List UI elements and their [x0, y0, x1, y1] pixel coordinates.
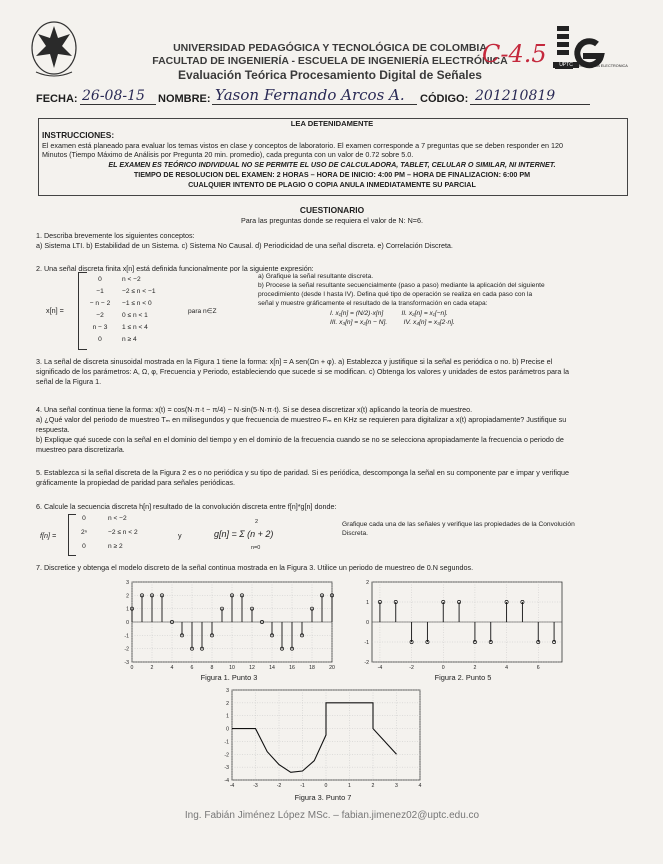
q6-y: y [178, 531, 182, 540]
q2-steps2: III. x₃[n] = x₂[n − N]. IV. x₄[n] = x₃[2·n]. [330, 319, 455, 326]
x-tick-label: -2 [409, 665, 414, 671]
x-tick-label: 1 [348, 783, 351, 789]
q6-note2: Discreta. [342, 530, 369, 537]
y-tick-label: 3 [126, 580, 129, 586]
x-tick-label: -2 [276, 783, 282, 789]
y-tick-label: -1 [124, 633, 129, 640]
x-tick-label: 2 [371, 783, 375, 789]
x-tick-label: 0 [130, 665, 134, 671]
q2-lhs: x[n] = [46, 306, 64, 315]
footer-text: Ing. Fabián Jiménez López MSc. – fabian.jimenez02@uptc.edu.co [184, 810, 480, 821]
y-tick-label: -3 [224, 765, 229, 772]
x-tick-label: 20 [329, 665, 335, 671]
y-tick-label: -1 [364, 640, 369, 646]
lea-detenidamente: LEA DETENIDAMENTE [290, 119, 374, 128]
q2-b3: señal y muestre gráficamente el resultado de la transformación en cada etapa: [258, 300, 488, 307]
question-2: 2. Una señal discreta finita x[n] está definida funcionalmente por la siguiente expresión: [36, 264, 314, 273]
y-tick-label: 0 [126, 620, 129, 626]
figure-1-chart [118, 578, 340, 674]
codigo-value: 201210819 [475, 88, 556, 104]
y-tick-label: -3 [124, 660, 129, 666]
y-tick-label: 1 [126, 606, 129, 613]
y-tick-label: 1 [226, 713, 229, 720]
instructions-line4: TIEMPO DE RESOLUCION DEL EXAMEN: 2 HORAS – HORA DE INICIO: 4:00 PM – HORA DE FINALIZACION: 6:00 PM [133, 170, 531, 179]
fecha-label: FECHA: [36, 93, 78, 105]
question-4-line3: respuesta. [36, 425, 70, 434]
x-tick-label: 3 [395, 783, 398, 789]
x-tick-label: 14 [269, 665, 275, 671]
fecha-value: 26-08-15 [82, 88, 145, 104]
x-tick-label: 4 [505, 665, 509, 671]
x-tick-label: -3 [253, 783, 258, 789]
codigo-label: CÓDIGO: [420, 93, 469, 105]
question-6: 6. Calcule la secuencia discreta h[n] resultado de la convolución discreta entre f[n]*g[n] donde: [36, 502, 337, 511]
y-tick-label: 2 [366, 580, 369, 586]
q6-g-bot: n=0 [251, 545, 261, 551]
question-5-line1: 5. Establezca si la señal discreta de la Figura 2 es o no periódica y su tipo de paridad. Si es periódica, descomponga la señal en su componente par e impar y verifique [36, 468, 569, 477]
question-4-line1: 4. Una señal continua tiene la forma: x(t) = cos(N·π·t − π/4) − N·sin(5·N·π·t). Si se desea discretizar x(t) aplicando la teoría de muestreo. [36, 405, 473, 414]
x-tick-label: 6 [536, 665, 540, 671]
y-tick-label: -4 [224, 778, 229, 784]
series-line [232, 703, 397, 772]
x-tick-label: 0 [441, 665, 445, 671]
q2-b2: procedimiento (desde I hasta IV). Defina qué tipo de operación se realiza en cada paso con la [258, 291, 533, 298]
cuestionario-subtitle: Para las preguntas donde se requiera el valor de N: N=6. [241, 216, 423, 225]
q2-steps1: I. x₁[n] = (N/2)·x[n] II. x₂[n] = x₁[−n]. [330, 310, 448, 317]
question-3-line1: 3. La señal de discreta sinusoidal mostrada en la Figura 1 tiene la forma: x[n] = A sen(Ωn + φ). a) Establezca y justifique si la señal es periódica o no. b) Precise el [36, 357, 553, 366]
x-tick-label: 4 [418, 783, 422, 789]
y-tick-label: -2 [224, 752, 229, 759]
question-4-line5: muestreo para discretizarla. [36, 445, 125, 454]
instructions-line1: El examen está planeado para evaluar los temas vistos en clase y conceptos de laboratorio. El examen corresponde a 7 preguntas que se deben responder en 120 [42, 141, 564, 150]
q2-a: a) Grafique la señal resultante discreta. [258, 273, 374, 280]
q2-para: para n∈Z [188, 308, 217, 315]
figure-3-chart [218, 686, 428, 792]
x-tick-label: 6 [190, 665, 194, 671]
cuestionario-title: CUESTIONARIO [299, 205, 365, 215]
q2-b1: b) Procese la señal resultante secuencialmente (paso a paso) mediante la aplicación del siguiente [258, 282, 545, 289]
y-tick-label: -2 [124, 646, 129, 653]
y-tick-label: 0 [366, 620, 369, 626]
instructions-line5: CUALQUIER INTENTO DE PLAGIO O COPIA ANULA INMEDIATAMENTE SU PARCIAL [188, 180, 476, 189]
y-tick-label: 0 [226, 726, 229, 733]
x-tick-label: 16 [289, 665, 295, 671]
faculty-name: FACULTAD DE INGENIERÍA - ESCUELA DE INGENIERÍA ELECTRÓNICA [152, 55, 508, 67]
x-tick-label: -4 [377, 665, 383, 671]
question-3-line2: significado de los parámetros: A, Ω, φ, Frecuencia y Periodo, estableciendo que sucede si se modifican. c) Obtenga los valores y unidades de estos parámetros para la [36, 367, 570, 376]
x-tick-label: 2 [473, 665, 477, 671]
x-tick-label: 12 [249, 665, 255, 671]
uptc-electronica-logo [553, 22, 613, 80]
exam-title: Evaluación Teórica Procesamiento Digital de Señales [178, 68, 482, 82]
figure-2-caption: Figura 2. Punto 5 [434, 673, 492, 682]
x-tick-label: 8 [210, 665, 214, 671]
grade-mark: C-4.5 [482, 40, 547, 68]
question-1-items: a) Sistema LTI. b) Estabilidad de un Sistema. c) Sistema No Causal. d) Periodicidad de una señal discreta. e) Correlación Discreta. [36, 241, 453, 250]
q6-brace [68, 514, 76, 556]
x-tick-label: 10 [229, 665, 235, 671]
figure-3-caption: Figura 3. Punto 7 [294, 793, 352, 802]
q6-f-lhs: f[n] = [40, 531, 57, 540]
question-1: 1. Describa brevemente los siguientes conceptos: [36, 231, 195, 240]
x-tick-label: 0 [324, 783, 328, 789]
q6-g-top: 2 [255, 519, 259, 525]
question-5-line2: gráficamente la propiedad de paridad para señales periódicas. [36, 478, 235, 487]
x-tick-label: -1 [300, 783, 305, 789]
instructions-title: INSTRUCCIONES: [42, 130, 115, 140]
logo-right-subcaption: INGENIERIA ELECTRONICA [578, 64, 628, 68]
instructions-line2: Minutos (Tiempo Máximo de Análisis por Pregunta 20 min. promedio), cada pregunta con un valor de 0.72 sobre 5.0. [42, 150, 414, 159]
question-4-line2: a) ¿Qué valor del periodo de muestreo Tₘ en milisegundos y que frecuencia de muestreo Fₘ en KHz se requieren para digitalizar a x(t) apropiadamente? Justifique su [36, 415, 567, 424]
y-tick-label: 1 [366, 600, 369, 606]
y-tick-label: 2 [126, 593, 129, 600]
x-tick-label: 2 [150, 665, 154, 671]
y-tick-label: 2 [226, 700, 229, 707]
question-7: 7. Discretice y obtenga el modelo discreto de la señal continua mostrada en la Figura 3. Utilice un periodo de muestreo de 0.N segundos. [36, 563, 474, 572]
figure-2-chart [358, 578, 568, 674]
figure-1-caption: Figura 1. Punto 3 [200, 673, 258, 682]
y-tick-label: -2 [364, 660, 369, 666]
question-4-line4: b) Explique qué sucede con la señal en el dominio del tiempo y en el dominio de la frecuencia cuando se no se selecciona apropiadamente la frecuencia o periodo de [36, 435, 564, 444]
university-crest-logo [28, 18, 80, 80]
instructions-line3: EL EXAMEN ES TEÓRICO INDIVIDUAL NO SE PERMITE EL USO DE CALCULADORA, TABLET, CELULAR O SIMILAR, NI INTERNET. [108, 160, 556, 169]
x-tick-label: -4 [229, 783, 235, 789]
y-tick-label: -1 [224, 739, 229, 746]
x-tick-label: 18 [309, 665, 315, 671]
university-name: UNIVERSIDAD PEDAGÓGICA Y TECNOLÓGICA DE COLOMBIA [173, 42, 487, 54]
logo-right-caption: UPTC [553, 62, 579, 68]
y-tick-label: 3 [226, 688, 229, 694]
x-tick-label: 4 [170, 665, 174, 671]
nombre-label: NOMBRE: [158, 93, 211, 105]
question-3-line3: señal de la Figura 1. [36, 377, 102, 386]
nombre-value: Yason Fernando Arcos A. [215, 86, 405, 104]
q6-g: g[n] = Σ (n + 2) [214, 529, 274, 539]
q6-note1: Grafique cada una de las señales y verifique las propiedades de la Convolución [342, 521, 575, 528]
